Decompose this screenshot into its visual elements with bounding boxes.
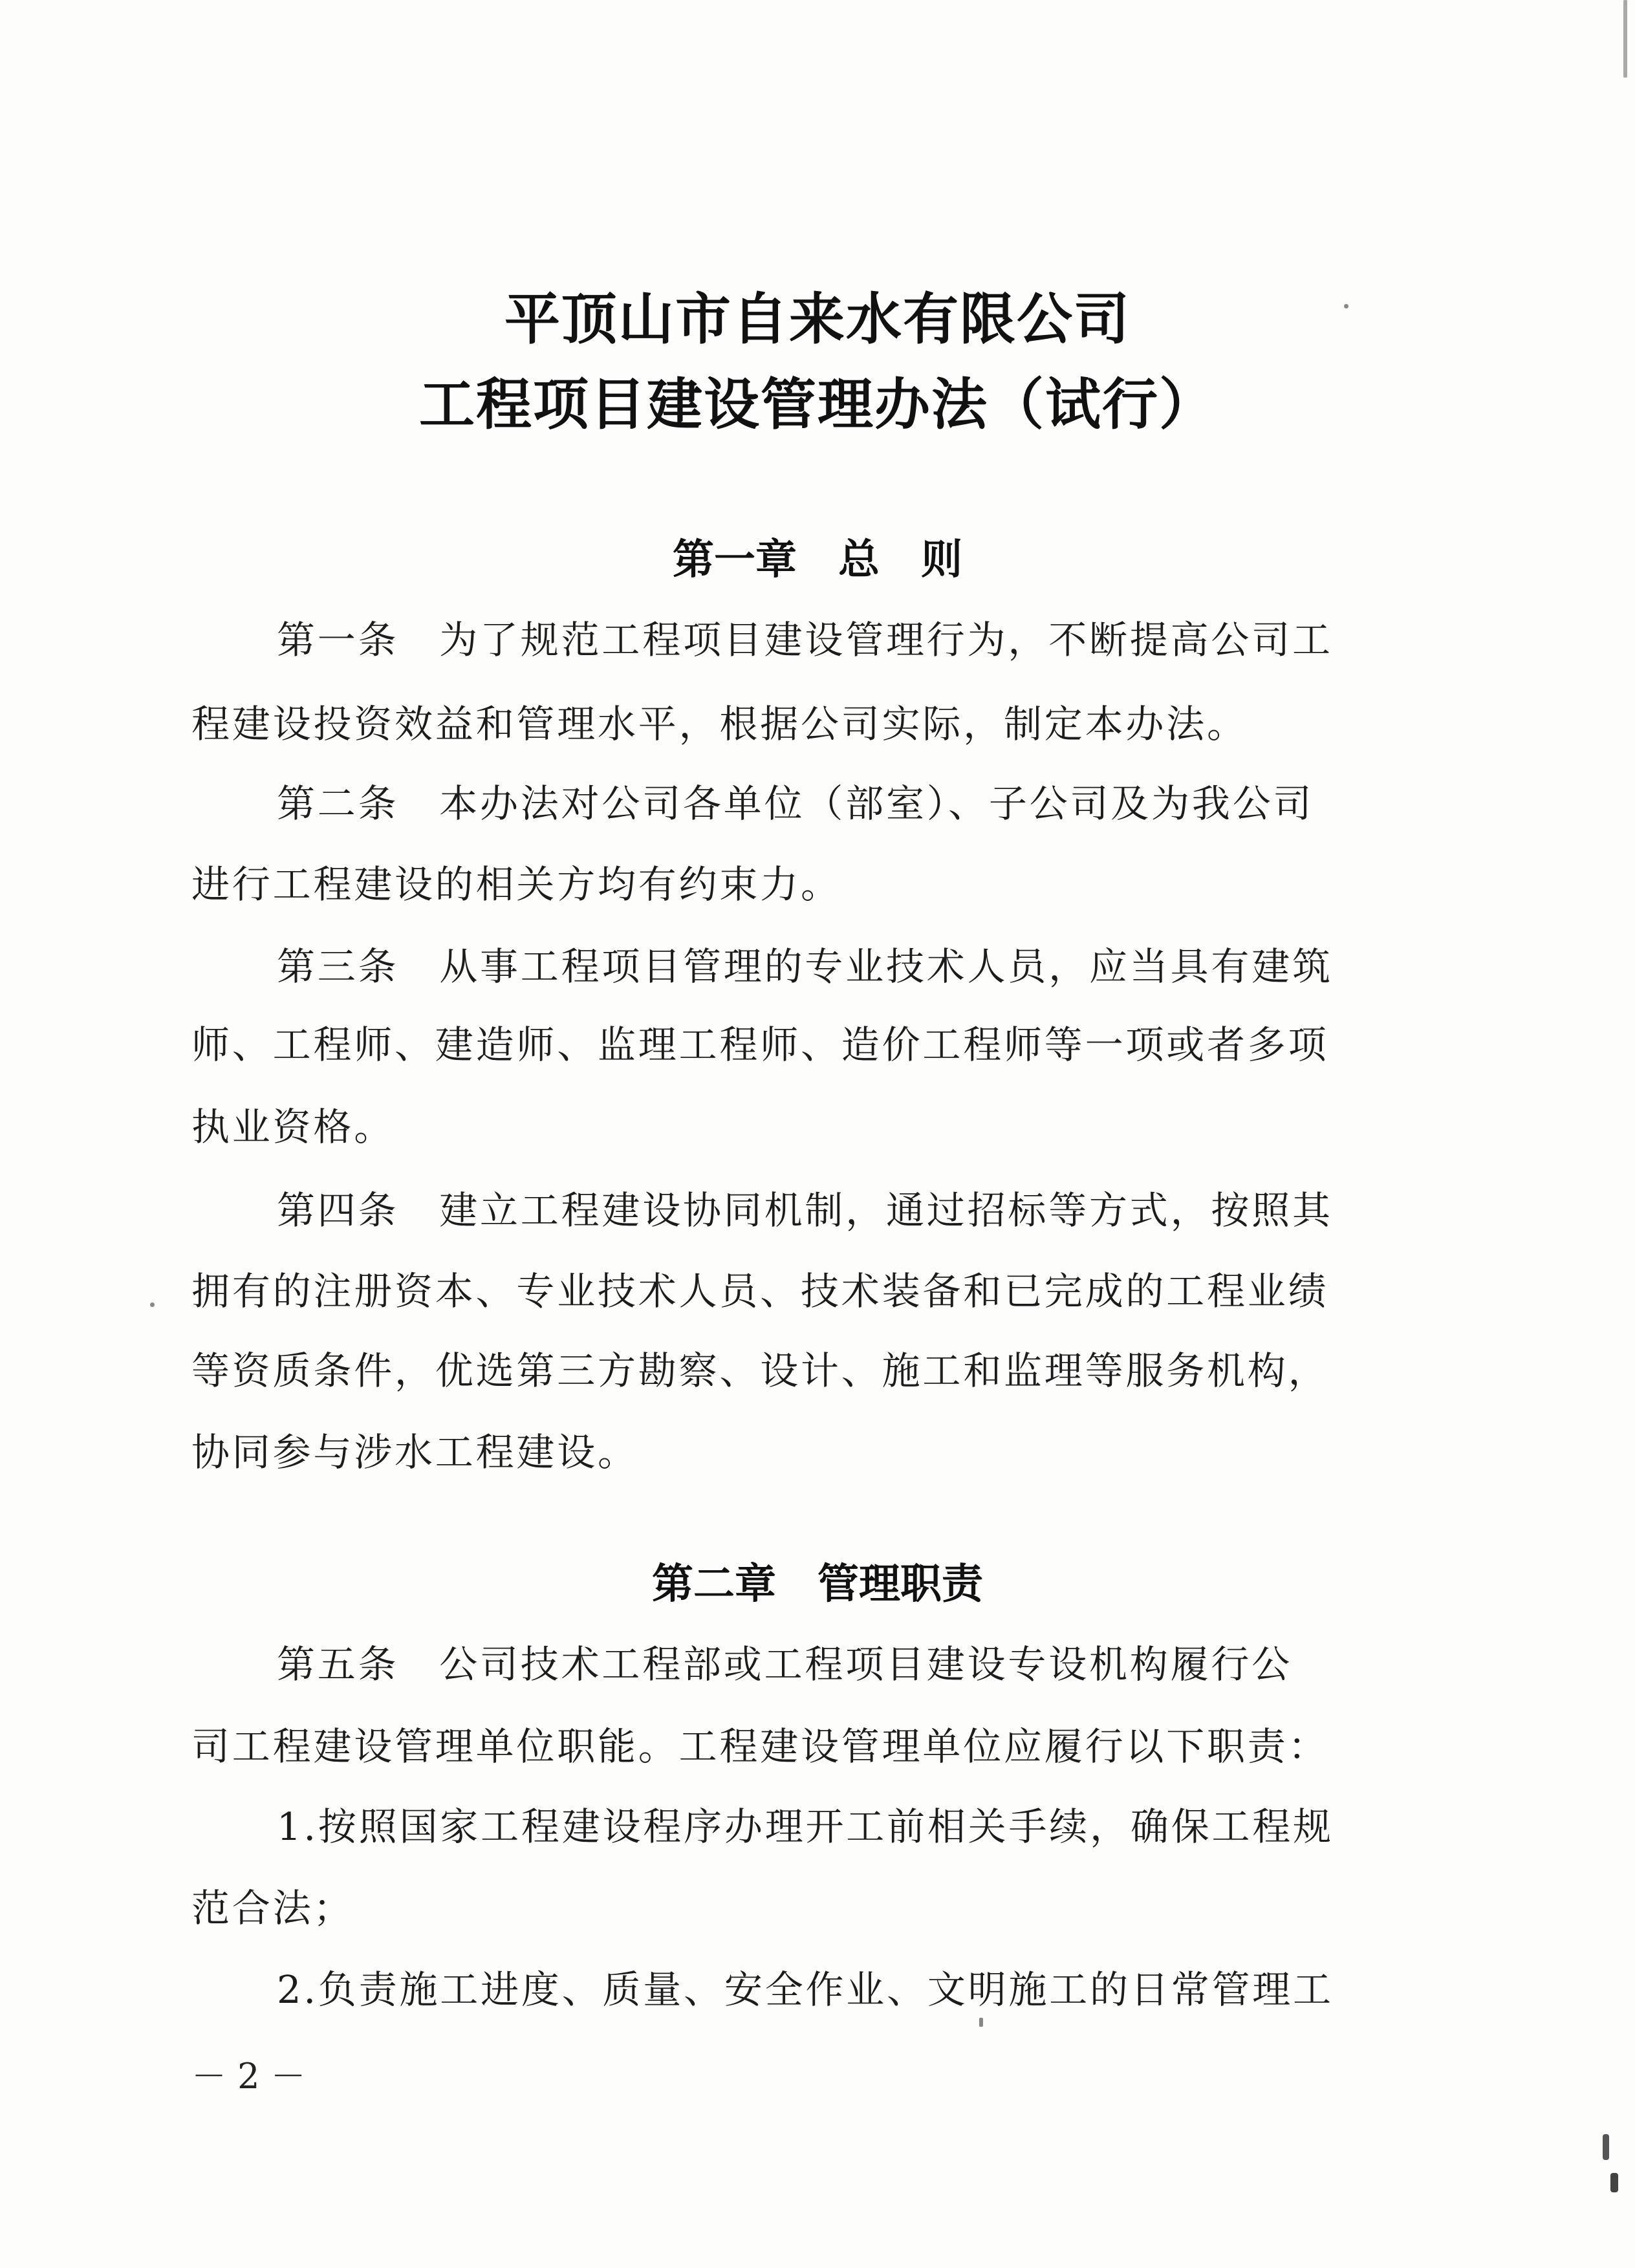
paragraph-line: 1.按照国家工程建设程序办理开工前相关手续，确保工程规 [277,1804,1334,1849]
chapter-1-heading: 第一章 总 则 [673,536,962,584]
paragraph-line: 第五条 公司技术工程部或工程项目建设专设机构履行公 [277,1642,1293,1687]
paragraph-line: 第三条 从事工程项目管理的专业技术人员，应当具有建筑 [277,944,1333,989]
document-title-line-1: 平顶山市自来水有限公司 [504,286,1131,352]
paragraph-line: 第一条 为了规范工程项目建设管理行为，不断提高公司工 [277,618,1333,662]
scan-edge-mark [1623,0,1627,78]
paragraph-line: 2.负责施工进度、质量、安全作业、文明施工的日常管理工 [277,1967,1334,2012]
paragraph-line: 程建设投资效益和管理水平，根据公司实际，制定本办法。 [191,702,1248,746]
scan-speck [150,1302,155,1307]
scan-speck [979,2018,983,2027]
paragraph-line: 拥有的注册资本、专业技术人员、技术装备和已完成的工程业绩 [191,1269,1329,1313]
paragraph-line: 第四条 建立工程建设协同机制，通过招标等方式，按照其 [277,1188,1333,1233]
paragraph-line: 等资质条件，优选第三方勘察、设计、施工和监理等服务机构， [191,1348,1329,1393]
paragraph-line: 第二条 本办法对公司各单位（部室）、子公司及为我公司 [277,781,1314,826]
paragraph-line: 执业资格。 [191,1105,395,1149]
scan-speck [1344,304,1348,308]
paragraph-line: 协同参与涉水工程建设。 [191,1430,638,1474]
paragraph-line: 进行工程建设的相关方均有约束力。 [191,862,841,907]
paragraph-line: 范合法； [191,1886,354,1930]
scan-edge-mark [1603,2134,1609,2160]
scan-edge-mark [1610,2173,1618,2192]
page-number: － 2 － [191,2056,306,2097]
paragraph-line: 师、工程师、建造师、监理工程师、造价工程师等一项或者多项 [191,1022,1329,1067]
paragraph-line: 司工程建设管理单位职能。工程建设管理单位应履行以下职责： [191,1724,1329,1769]
chapter-2-heading: 第二章 管理职责 [652,1561,983,1608]
document-title-line-2: 工程项目建设管理办法（试行） [419,372,1216,437]
